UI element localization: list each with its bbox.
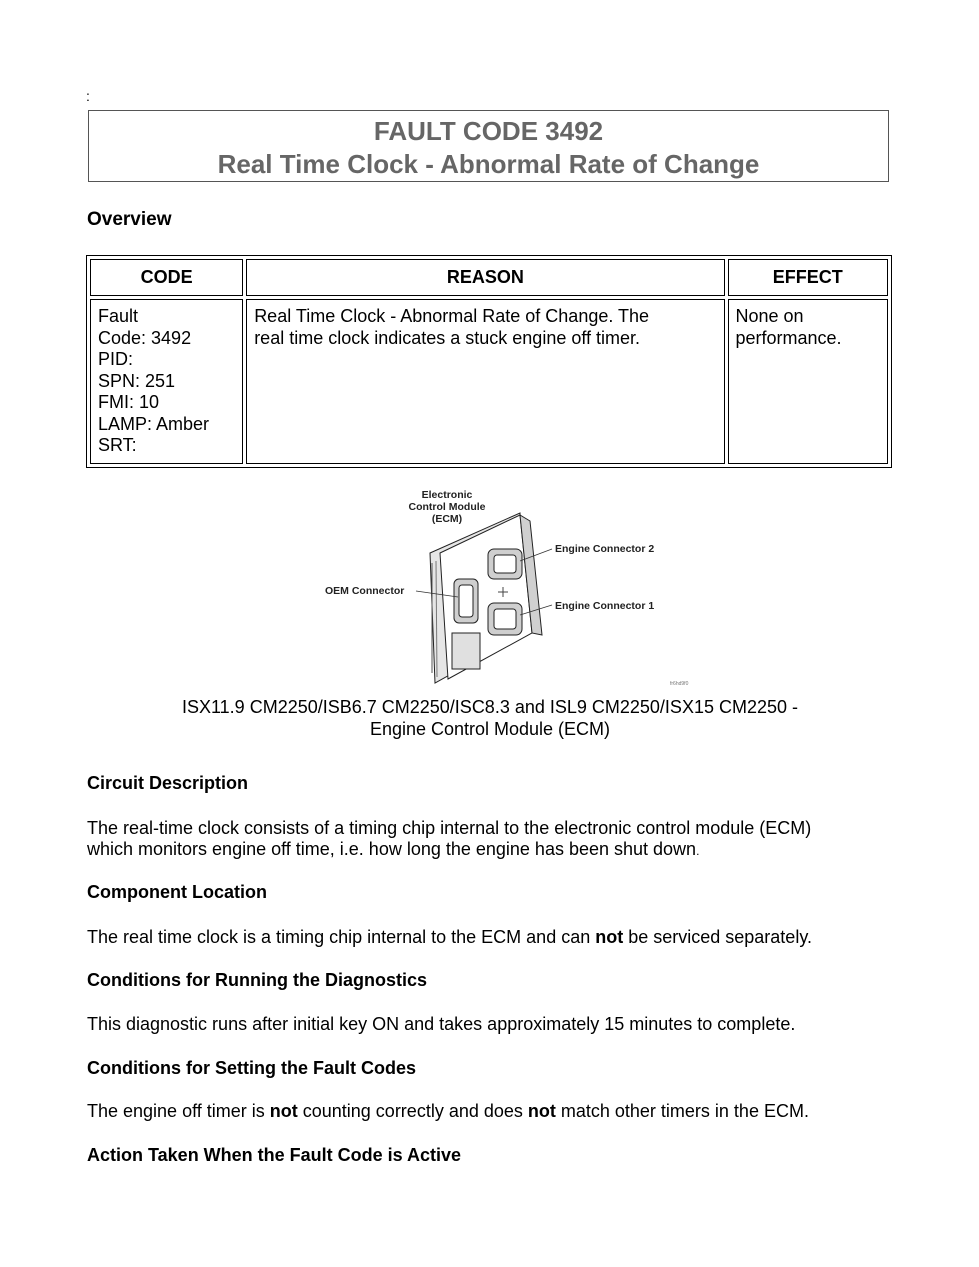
- fault-code-subtitle: Real Time Clock - Abnormal Rate of Change: [217, 149, 760, 179]
- ecm-label: Control Module: [408, 501, 486, 513]
- effect-line: performance.: [735, 327, 842, 348]
- circuit-line-2-text: which monitors engine off time, i.e. how long the engine has been shut down: [87, 839, 697, 859]
- setting-text-1: The engine off timer is: [87, 1101, 270, 1121]
- setting-bold-not-1: not: [269, 1101, 298, 1121]
- component-location-heading: Component Location: [87, 882, 267, 902]
- action-taken-heading: Action Taken When the Fault Code is Active: [87, 1145, 462, 1165]
- fault-code-title: FAULT CODE 3492: [373, 116, 604, 146]
- figure-caption-line: ISX11.9 CM2250/ISB6.7 CM2250/ISC8.3 and ISL9 CM2250/ISX15 CM2250 -: [181, 697, 799, 717]
- overview-table: [86, 255, 892, 468]
- ecm-label: (ECM): [431, 513, 463, 525]
- ecm-label: Electronic: [421, 489, 473, 501]
- code-line: SPN: 251: [98, 370, 176, 391]
- figure-caption-line: Engine Control Module (ECM): [369, 719, 611, 739]
- setting-text-3: match other timers in the ECM.: [555, 1101, 809, 1121]
- reason-cell: [246, 299, 724, 464]
- circuit-description-heading: Circuit Description: [87, 773, 249, 793]
- location-text-1: The real time clock is a timing chip internal to the ECM and can: [87, 927, 596, 947]
- circuit-line-1: The real-time clock consists of a timing chip internal to the electronic control module (ECM): [87, 818, 812, 838]
- circuit-line-2-period: .: [696, 844, 700, 858]
- header-effect: EFFECT: [728, 259, 889, 296]
- header-code: CODE: [90, 259, 243, 296]
- oem-connector-label: OEM Connector: [325, 585, 405, 597]
- header-reason: REASON: [246, 259, 724, 296]
- code-line: FMI: 10: [98, 392, 160, 412]
- ecm-diagram: [320, 483, 700, 688]
- figure-id: fr6hd9f0: [670, 681, 689, 687]
- running-conditions-text: This diagnostic runs after initial key ON and takes approximately 15 minutes to complete.: [87, 1014, 796, 1034]
- code-line: Code: 3492: [98, 327, 192, 348]
- table-row: [90, 299, 888, 464]
- effect-cell: [728, 299, 889, 464]
- setting-bold-not-2: not: [527, 1101, 556, 1121]
- location-text-2: be serviced separately.: [623, 927, 812, 947]
- leading-colon: :: [86, 88, 90, 104]
- reason-line: real time clock indicates a stuck engine off timer.: [254, 327, 641, 348]
- code-line: LAMP: Amber: [98, 413, 210, 434]
- engine-connector-1-label: Engine Connector 1: [555, 600, 655, 612]
- effect-line: None on: [735, 306, 804, 326]
- circuit-description-text: [87, 818, 811, 862]
- running-conditions-heading: Conditions for Running the Diagnostics: [87, 970, 427, 990]
- location-bold-not: not: [595, 927, 624, 947]
- setting-conditions-text: [87, 1101, 809, 1122]
- code-cell: [90, 299, 243, 464]
- code-line: PID:: [98, 349, 134, 369]
- code-line: Fault: [98, 306, 139, 326]
- setting-text-2: counting correctly and does: [297, 1101, 528, 1121]
- code-line: SRT:: [98, 435, 137, 455]
- overview-heading: Overview: [87, 209, 172, 230]
- figure-caption: [100, 696, 880, 740]
- component-location-text: [87, 927, 812, 948]
- setting-conditions-heading: Conditions for Setting the Fault Codes: [87, 1058, 416, 1078]
- fault-code-title-box: [88, 110, 889, 182]
- circuit-line-2: [87, 839, 811, 862]
- reason-line: Real Time Clock - Abnormal Rate of Change. The: [254, 306, 650, 326]
- engine-connector-2-label: Engine Connector 2: [555, 543, 655, 555]
